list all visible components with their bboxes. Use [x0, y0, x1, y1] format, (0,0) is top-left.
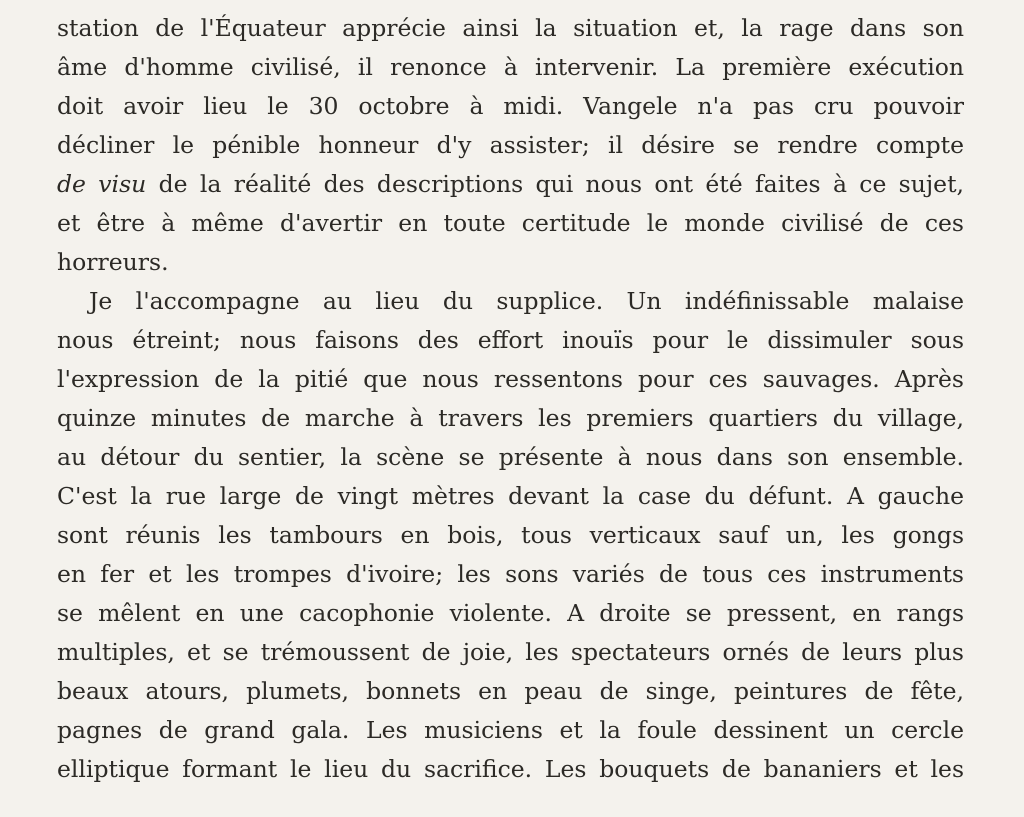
text-line [57, 165, 964, 204]
text-line: beaux atours, plumets, bonnets en peau de singe, peintures de fête, [57, 677, 964, 705]
text-line: elliptique formant le lieu du sacrifice. Les bouquets de bananiers et les [57, 755, 964, 783]
text-line: l'expression de la pitié que nous ressentons pour ces sauvages. Après [57, 365, 964, 393]
italic-phrase: de visu [57, 170, 147, 198]
body-text [57, 9, 964, 789]
text-line: multiples, et se trémoussent de joie, les spectateurs ornés de leurs plus [57, 638, 964, 666]
text-line: décliner le pénible honneur d'y assister; il désire se rendre compte [57, 131, 964, 159]
text-line: station de l'Équateur apprécie ainsi la situation et, la rage dans son [57, 14, 964, 42]
text-line: sont réunis les tambours en bois, tous verticaux sauf un, les gongs [57, 521, 964, 549]
text-line: et être à même d'avertir en toute certitude le monde civilisé de ces [57, 209, 964, 237]
text-line: se mêlent en une cacophonie violente. A droite se pressent, en rangs [57, 599, 964, 627]
text-line-rest: de la réalité des descriptions qui nous ont été faites à ce sujet, [146, 170, 964, 198]
text-line: pagnes de grand gala. Les musiciens et la foule dessinent un cercle [57, 716, 964, 744]
text-line: horreurs. [57, 248, 169, 276]
text-line: au détour du sentier, la scène se présente à nous dans son ensemble. [57, 443, 964, 471]
text-line: Je l'accompagne au lieu du supplice. Un indéfinissable malaise [89, 287, 964, 315]
text-line: quinze minutes de marche à travers les premiers quartiers du village, [57, 404, 964, 432]
paragraph-continuation [57, 9, 964, 282]
text-line: doit avoir lieu le 30 octobre à midi. Vangele n'a pas cru pouvoir [57, 92, 964, 120]
text-line: en fer et les trompes d'ivoire; les sons variés de tous ces instruments [57, 560, 964, 588]
text-line: nous étreint; nous faisons des effort inouïs pour le dissimuler sous [57, 326, 964, 354]
text-line: C'est la rue large de vingt mètres devant la case du défunt. A gauche [57, 482, 964, 510]
paragraph-supplice [57, 282, 964, 789]
text-line: âme d'homme civilisé, il renonce à intervenir. La première exécution [57, 53, 964, 81]
